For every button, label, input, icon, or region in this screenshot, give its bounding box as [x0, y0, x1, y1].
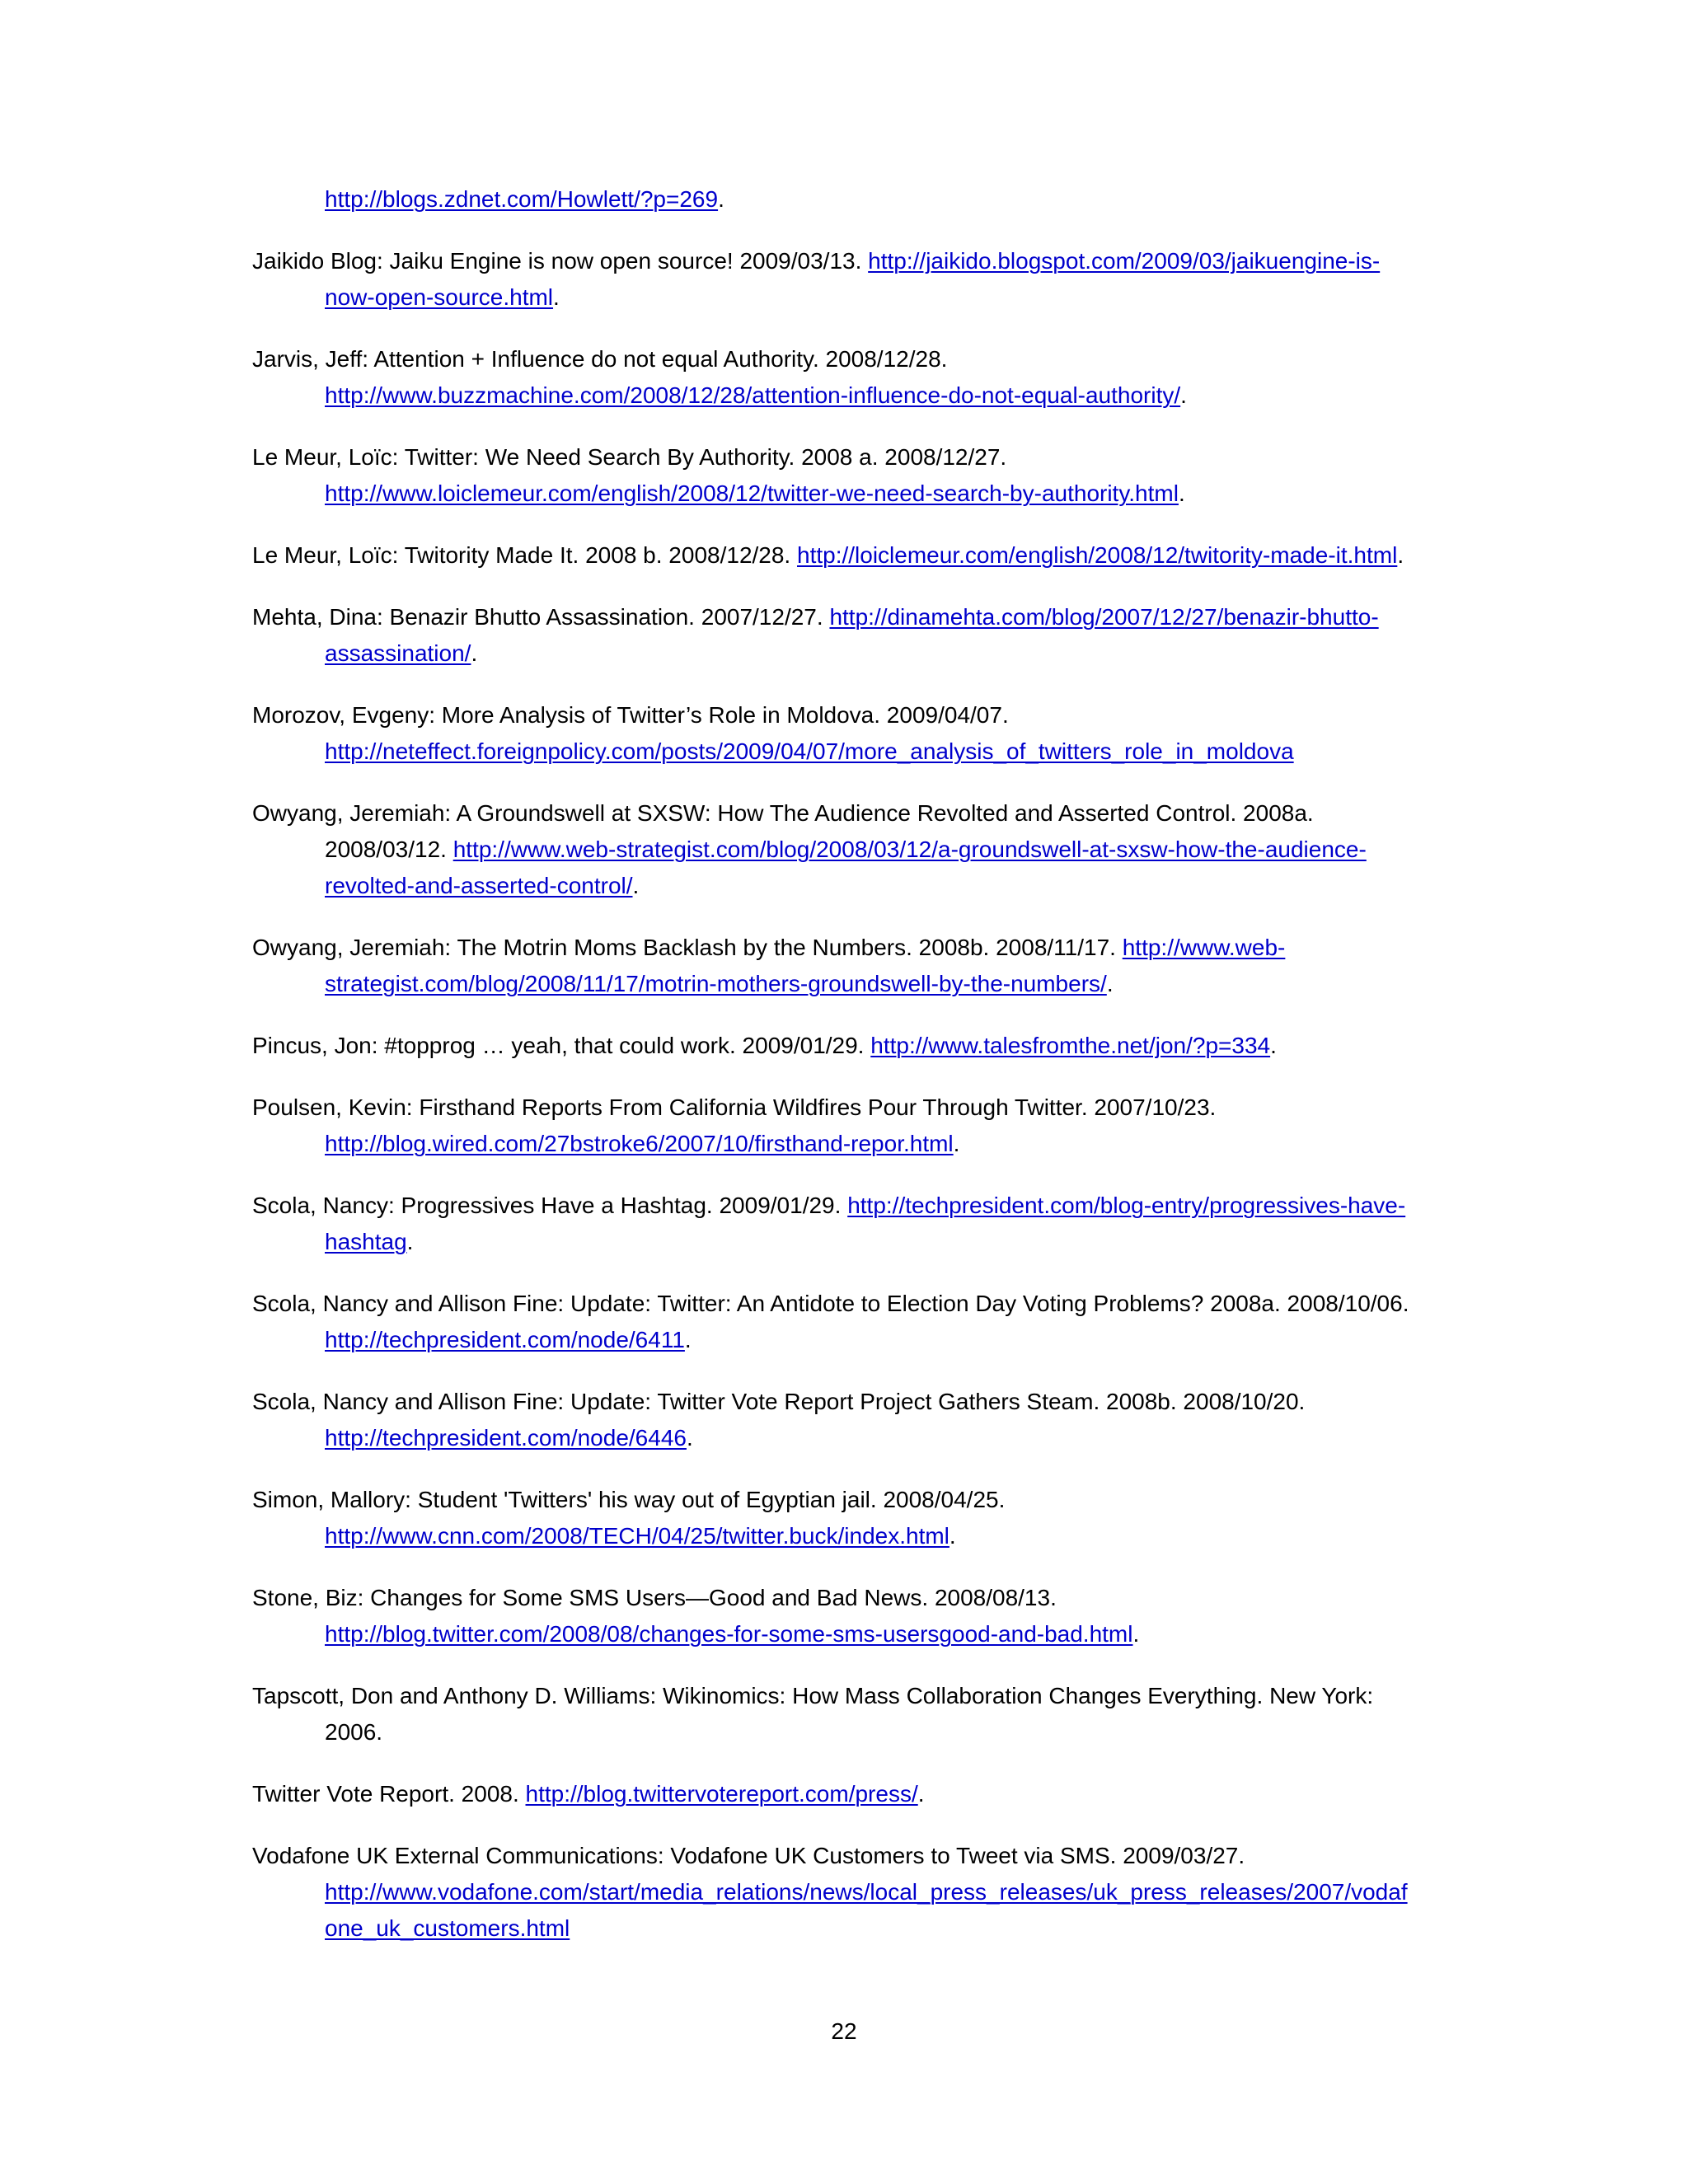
reference-entry: [252, 439, 1418, 512]
reference-punct: .: [553, 284, 560, 310]
reference-link[interactable]: http://blog.wired.com/27bstroke6/2007/10/firsthand-repor.html: [325, 1131, 954, 1156]
reference-entry: [252, 1090, 1418, 1162]
reference-entry: [252, 1188, 1418, 1260]
reference-text: Tapscott, Don and Anthony D. Williams: Wikinomics: How Mass Collaboration Changes Everything. New York: 2006.: [252, 1683, 1374, 1745]
reference-punct: .: [632, 873, 640, 898]
reference-entry: [252, 1482, 1418, 1554]
reference-punct: .: [917, 1781, 925, 1807]
reference-list: [252, 181, 1418, 1972]
reference-text: Mehta, Dina: Benazir Bhutto Assassination. 2007/12/27.: [252, 604, 830, 630]
reference-entry: [252, 1384, 1418, 1456]
reference-text: Jaikido Blog: Jaiku Engine is now open source! 2009/03/13.: [252, 248, 869, 274]
reference-text: Simon, Mallory: Student 'Twitters' his way out of Egyptian jail. 2008/04/25.: [252, 1487, 1006, 1512]
reference-link[interactable]: http://jaikido.blogspot.com/2009/03/jaikuengine-is-now-open-source.html: [325, 248, 1381, 310]
reference-punct: .: [406, 1229, 414, 1254]
reference-entry: [252, 697, 1418, 770]
reference-link[interactable]: http://neteffect.foreignpolicy.com/posts/2009/04/07/more_analysis_of_twitters_role_in_moldova: [325, 738, 1294, 764]
reference-entry: [252, 537, 1418, 574]
reference-entry: [252, 599, 1418, 672]
reference-text: Scola, Nancy and Allison Fine: Update: Twitter: An Antidote to Election Day Voting Problems? 2008a. 2008/10/06.: [252, 1291, 1409, 1316]
reference-entry: [252, 243, 1418, 316]
page-number: 22: [831, 2018, 857, 2044]
reference-link[interactable]: http://techpresident.com/blog-entry/progressives-have-hashtag: [325, 1193, 1406, 1254]
reference-text: Owyang, Jeremiah: A Groundswell at SXSW: How The Audience Revolted and Asserted Control. 2008a. 2008/03/12.: [252, 800, 1314, 862]
reference-link[interactable]: http://www.vodafone.com/start/media_relations/news/local_press_releases/uk_press_releases/2007/vodafone_uk_customers.html: [325, 1879, 1408, 1941]
reference-entry: [252, 1838, 1418, 1947]
reference-link[interactable]: http://loiclemeur.com/english/2008/12/twitority-made-it.html: [797, 542, 1398, 568]
reference-text: Owyang, Jeremiah: The Motrin Moms Backlash by the Numbers. 2008b. 2008/11/17.: [252, 935, 1123, 960]
reference-punct: .: [1132, 1621, 1140, 1647]
reference-punct: .: [1270, 1033, 1277, 1058]
reference-link[interactable]: http://blog.twittervotereport.com/press/: [525, 1781, 918, 1807]
reference-link[interactable]: http://www.web-strategist.com/blog/2008/03/12/a-groundswell-at-sxsw-how-the-audience-revolted-and-asserted-control/: [325, 837, 1367, 898]
reference-entry: [252, 1580, 1418, 1652]
reference-text: Poulsen, Kevin: Firsthand Reports From California Wildfires Pour Through Twitter. 2007/10/23.: [252, 1094, 1217, 1120]
reference-text: Scola, Nancy: Progressives Have a Hashtag. 2009/01/29.: [252, 1193, 848, 1218]
reference-text: Scola, Nancy and Allison Fine: Update: Twitter Vote Report Project Gathers Steam. 2008b. 2008/10/20.: [252, 1389, 1306, 1414]
reference-text: Le Meur, Loïc: Twitter: We Need Search By Authority. 2008 a. 2008/12/27.: [252, 444, 1007, 470]
reference-entry: [252, 1678, 1418, 1750]
reference-entry: [252, 1776, 1418, 1812]
reference-entry: [252, 795, 1418, 904]
reference-link[interactable]: http://www.loiclemeur.com/english/2008/12/twitter-we-need-search-by-authority.html: [325, 480, 1179, 506]
reference-entry: [252, 181, 1418, 218]
reference-link[interactable]: http://www.buzzmachine.com/2008/12/28/attention-influence-do-not-equal-authority/: [325, 382, 1181, 408]
reference-link[interactable]: http://techpresident.com/node/6446: [325, 1425, 687, 1451]
reference-entry: [252, 1028, 1418, 1064]
reference-link[interactable]: http://www.web-strategist.com/blog/2008/11/17/motrin-mothers-groundswell-by-the-numbers/: [325, 935, 1286, 996]
reference-punct: .: [949, 1523, 956, 1549]
reference-entry: [252, 1286, 1418, 1358]
reference-link[interactable]: http://blogs.zdnet.com/Howlett/?p=269: [325, 186, 719, 212]
reference-link[interactable]: http://dinamehta.com/blog/2007/12/27/benazir-bhutto-assassination/: [325, 604, 1379, 666]
reference-link[interactable]: http://blog.twitter.com/2008/08/changes-for-some-sms-usersgood-and-bad.html: [325, 1621, 1133, 1647]
reference-punct: .: [1178, 480, 1185, 506]
reference-link[interactable]: http://techpresident.com/node/6411: [325, 1327, 685, 1352]
reference-entry: [252, 930, 1418, 1002]
reference-text: Le Meur, Loïc: Twitority Made It. 2008 b. 2008/12/28.: [252, 542, 797, 568]
reference-link[interactable]: http://www.talesfromthe.net/jon/?p=334: [870, 1033, 1271, 1058]
reference-punct: .: [684, 1327, 692, 1352]
reference-punct: .: [686, 1425, 693, 1451]
reference-text: Morozov, Evgeny: More Analysis of Twitter’s Role in Moldova. 2009/04/07.: [252, 702, 1009, 728]
reference-text: Jarvis, Jeff: Attention + Influence do not equal Authority. 2008/12/28.: [252, 346, 948, 372]
reference-punct: .: [953, 1131, 960, 1156]
reference-punct: .: [1106, 971, 1114, 996]
reference-punct: .: [471, 640, 478, 666]
reference-punct: .: [718, 186, 724, 212]
reference-link[interactable]: http://www.cnn.com/2008/TECH/04/25/twitter.buck/index.html: [325, 1523, 950, 1549]
reference-text: Pincus, Jon: #topprog … yeah, that could work. 2009/01/29.: [252, 1033, 871, 1058]
reference-punct: .: [1397, 542, 1404, 568]
reference-text: Stone, Biz: Changes for Some SMS Users—Good and Bad News. 2008/08/13.: [252, 1585, 1057, 1610]
reference-text: Twitter Vote Report. 2008.: [252, 1781, 526, 1807]
reference-entry: [252, 341, 1418, 414]
reference-text: Vodafone UK External Communications: Vodafone UK Customers to Tweet via SMS. 2009/03/27.: [252, 1843, 1245, 1868]
reference-punct: .: [1180, 382, 1187, 408]
